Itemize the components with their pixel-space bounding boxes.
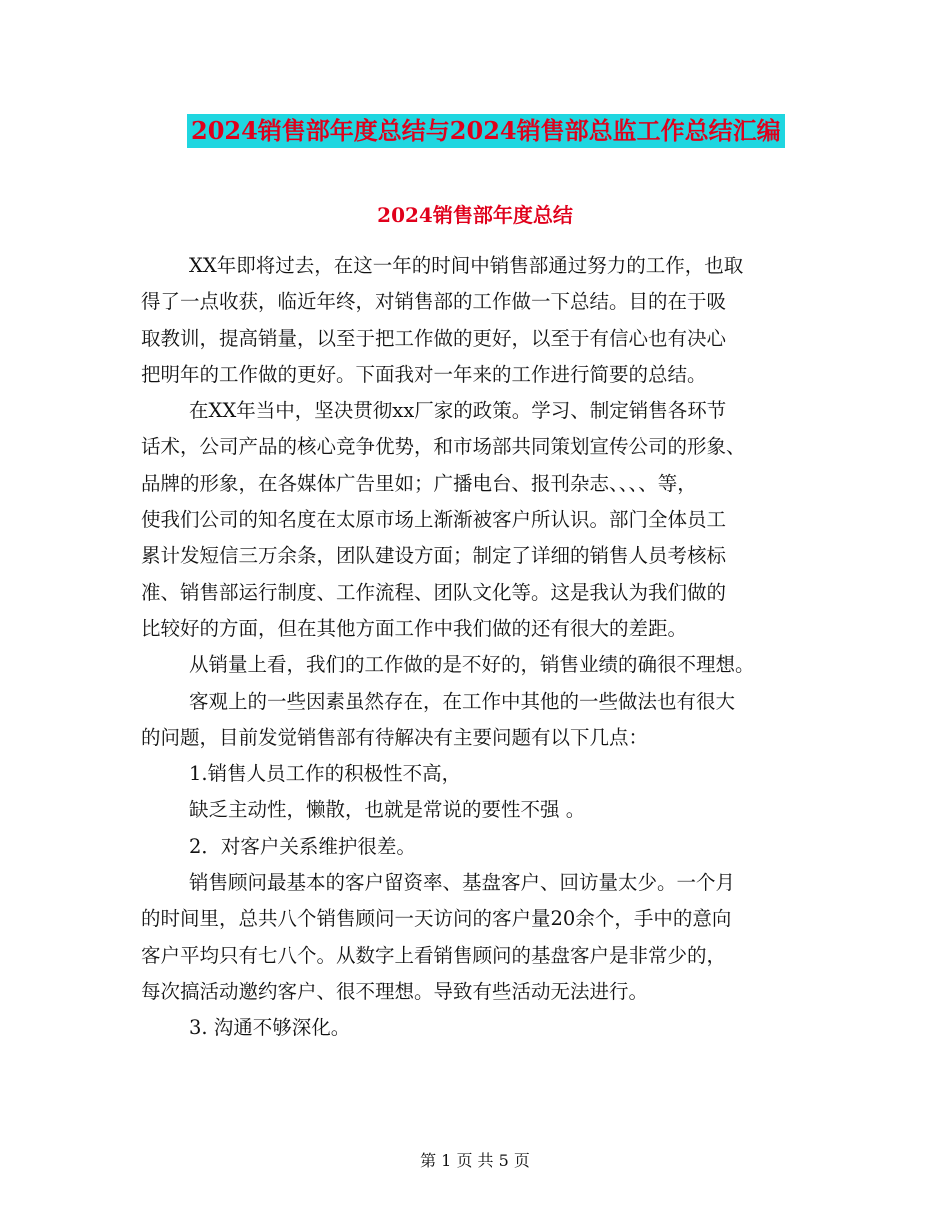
paragraph-line: 销售顾问最基本的客户留资率、基盘客户、回访量太少。一个月 [189, 871, 736, 895]
paragraph-line: 缺乏主动性，懒散，也就是常说的要性不强 。 [189, 798, 586, 822]
list-item: 2．对客户关系维护很差。 [189, 834, 416, 858]
paragraph-line: 客户平均只有七八个。从数字上看销售顾问的基盘客户是非常少的， [141, 943, 727, 967]
paragraph-line: 使我们公司的知名度在太原市场上渐渐被客户所认识。部门全体员工 [141, 508, 727, 532]
list-item: 3. 沟通不够深化。 [189, 1016, 351, 1040]
page-footer: 第 1 页 共 5 页 [420, 1151, 530, 1170]
paragraph-line: 话术，公司产品的核心竞争优势，和市场部共同策划宣传公司的形象、 [141, 435, 746, 459]
paragraph-line: XX年即将过去，在这一年的时间中销售部通过努力的工作，也取 [189, 254, 744, 277]
paragraph-line: 品牌的形象，在各媒体广告里如；广播电台、报刊杂志、、、、等， [141, 471, 697, 495]
paragraph-line: 累计发短信三万余条，团队建设方面；制定了详细的销售人员考核标 [141, 544, 727, 568]
paragraph-line: 得了一点收获，临近年终，对销售部的工作做一下总结。目的在于吸 [141, 290, 727, 314]
paragraph-line: 比较好的方面，但在其他方面工作中我们做的还有很大的差距。 [141, 616, 688, 640]
paragraph-line: 每次搞活动邀约客户、很不理想。导致有些活动无法进行。 [141, 979, 649, 1003]
paragraph-line: 准、销售部运行制度、工作流程、团队文化等。这是我认为我们做的 [141, 580, 727, 604]
document-title: 2024销售部年度总结与2024销售部总监工作总结汇编 [187, 114, 785, 148]
paragraph-line: 客观上的一些因素虽然存在，在工作中其他的一些做法也有很大 [189, 689, 736, 713]
paragraph-line: 把明年的工作做的更好。下面我对一年来的工作进行简要的总结。 [141, 362, 707, 386]
list-item: 1.销售人员工作的积极性不高， [189, 762, 462, 786]
body-text [141, 248, 821, 1047]
paragraph-line: 的时间里，总共八个销售顾问一天访问的客户量20余个，手中的意向 [141, 907, 732, 931]
paragraph-line: 在XX年当中，坚决贯彻xx厂家的政策。学习、制定销售各环节 [189, 399, 727, 423]
paragraph-line: 的问题，目前发觉销售部有待解决有主要问题有以下几点： [141, 725, 649, 749]
paragraph-line: 从销量上看，我们的工作做的是不好的，销售业绩的确很不理想。 [189, 653, 755, 677]
paragraph-line: 取教训，提高销量，以至于把工作做的更好，以至于有信心也有决心 [141, 326, 727, 350]
section-title: 2024销售部年度总结 [377, 203, 573, 227]
